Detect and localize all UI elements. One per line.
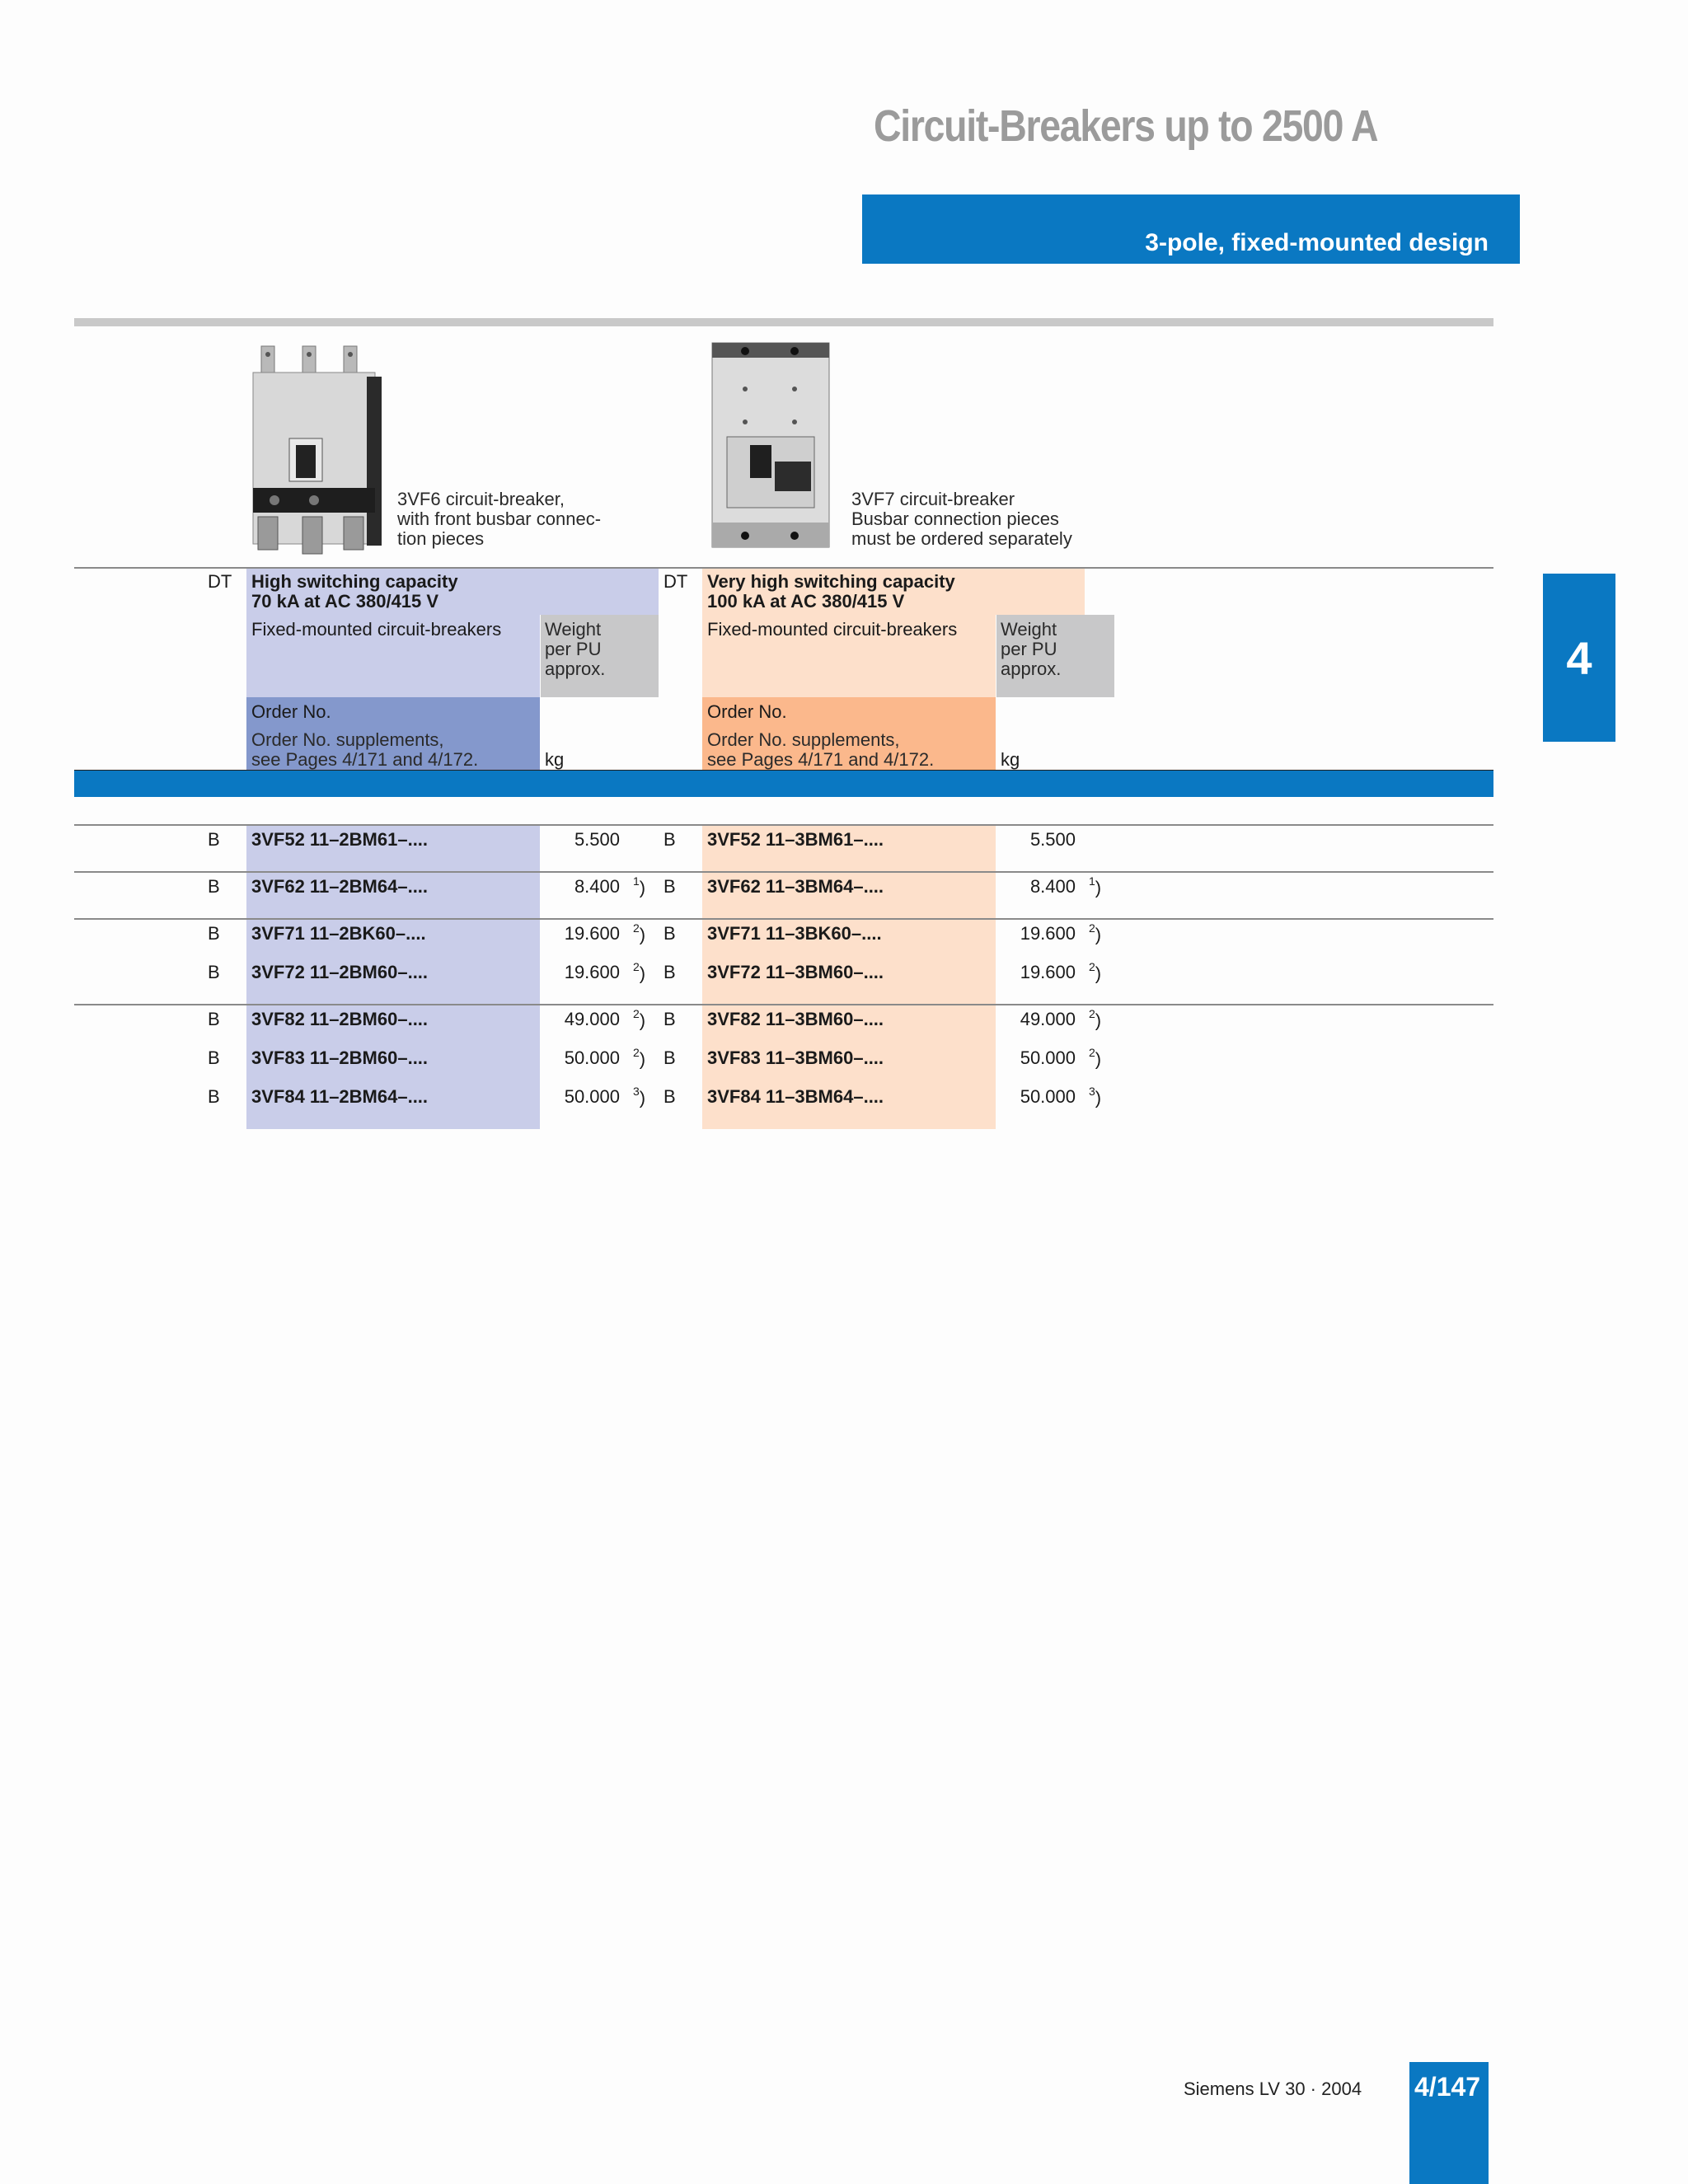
footnote-number: 2	[633, 960, 640, 973]
group-rule-1	[74, 824, 1493, 826]
page-number: 4/147	[1414, 2072, 1481, 2102]
row-footnote-right: $^2$)	[1089, 1007, 1102, 1031]
right-order-label: Order No.	[707, 701, 787, 722]
top-rule	[74, 318, 1493, 326]
row-order-left: 3VF71 11–2BK60–....	[251, 923, 426, 944]
row-weight-left: 49.000	[564, 1009, 620, 1029]
row-weight-left: 19.600	[564, 962, 620, 982]
right-heading-line2: 100 kA at AC 380/415 V	[707, 591, 905, 612]
row-weight-right: 19.600	[1020, 962, 1076, 982]
row-weight-left: 50.000	[564, 1047, 620, 1068]
row-order-right: 3VF82 11–3BM60–....	[707, 1009, 884, 1029]
row-dt-right: B	[663, 876, 676, 897]
footnote-number: 2	[1089, 1046, 1095, 1059]
row-order-right: 3VF71 11–3BK60–....	[707, 923, 882, 944]
row-order-left: 3VF82 11–2BM60–....	[251, 1009, 429, 1029]
row-order-right: 3VF62 11–3BM64–....	[707, 876, 884, 897]
row-order-right: 3VF83 11–3BM60–....	[707, 1047, 884, 1068]
row-dt-right: B	[663, 962, 676, 982]
row-weight-left: 5.500	[574, 829, 620, 850]
row-dt-left: B	[208, 876, 220, 897]
row-order-right: 3VF84 11–3BM64–....	[707, 1086, 884, 1107]
row-footnote-right: $^1$)	[1089, 874, 1102, 898]
row-order-right: 3VF72 11–3BM60–....	[707, 962, 884, 982]
row-order-left: 3VF62 11–2BM64–....	[251, 876, 429, 897]
right-unit-label: kg	[1001, 749, 1020, 770]
group-rule-3	[74, 918, 1493, 920]
right-weight-label: Weight per PU approx.	[1001, 619, 1062, 679]
row-weight-right: 50.000	[1020, 1047, 1076, 1068]
row-footnote-left: $^2$)	[633, 1007, 646, 1031]
left-subheading: Fixed-mounted circuit-breakers	[251, 619, 502, 640]
group-rule-2	[74, 871, 1493, 873]
row-weight-left: 19.600	[564, 923, 620, 944]
row-order-left: 3VF84 11–2BM64–....	[251, 1086, 429, 1107]
row-weight-right: 50.000	[1020, 1086, 1076, 1107]
left-heading-line2: 70 kA at AC 380/415 V	[251, 591, 439, 612]
right-supplement-label: Order No. supplements, see Pages 4/171 and 4/172.	[707, 729, 935, 770]
footnote-number: 2	[1089, 921, 1095, 935]
footnote-number: 1	[1089, 874, 1095, 888]
row-footnote-right: $^2$)	[1089, 960, 1102, 984]
left-heading-line1: High switching capacity	[251, 571, 458, 592]
row-order-left: 3VF52 11–2BM61–....	[251, 829, 429, 850]
row-dt-left: B	[208, 1086, 220, 1107]
group-rule-4	[74, 1004, 1493, 1005]
row-dt-left: B	[208, 829, 220, 850]
page-subtitle: 3-pole, fixed-mounted design	[1145, 229, 1489, 256]
row-footnote-left: $^2$)	[633, 960, 646, 984]
circuit-breaker-3vf6-image	[251, 340, 383, 558]
row-dt-right: B	[663, 923, 676, 944]
row-dt-left: B	[208, 962, 220, 982]
footnote-number: 2	[1089, 1007, 1095, 1020]
row-dt-left: B	[208, 923, 220, 944]
footnote-number: 3	[1089, 1085, 1095, 1098]
catalog-reference: Siemens LV 30 · 2004	[1184, 2079, 1362, 2099]
footnote-number: 2	[633, 1046, 640, 1059]
caption-3vf6: 3VF6 circuit-breaker, with front busbar connec- tion pieces	[397, 489, 602, 549]
row-weight-right: 5.500	[1029, 829, 1076, 850]
page-title: Circuit-Breakers up to 2500 A	[874, 101, 1378, 151]
left-order-label: Order No.	[251, 701, 331, 722]
footnote-number: 2	[1089, 960, 1095, 973]
row-footnote-left: $^2$)	[633, 921, 646, 945]
right-heading-line1: Very high switching capacity	[707, 571, 955, 592]
right-subheading: Fixed-mounted circuit-breakers	[707, 619, 958, 640]
section-band	[74, 771, 1493, 797]
row-dt-right: B	[663, 1086, 676, 1107]
row-dt-left: B	[208, 1047, 220, 1068]
footnote-number: 2	[633, 1007, 640, 1020]
footnote-number: 1	[633, 874, 640, 888]
row-weight-left: 50.000	[564, 1086, 620, 1107]
dt-label-left: DT	[208, 571, 232, 592]
left-supplement-label: Order No. supplements, see Pages 4/171 and 4/172.	[251, 729, 479, 770]
row-dt-right: B	[663, 829, 676, 850]
footnote-number: 3	[633, 1085, 640, 1098]
row-footnote-right: $^3$)	[1089, 1085, 1102, 1108]
row-weight-left: 8.400	[574, 876, 620, 897]
row-footnote-right: $^2$)	[1089, 1046, 1102, 1070]
chapter-tab[interactable]: 4	[1543, 574, 1615, 742]
circuit-breaker-3vf7-image	[709, 340, 832, 550]
row-order-right: 3VF52 11–3BM61–....	[707, 829, 884, 850]
row-dt-right: B	[663, 1009, 676, 1029]
left-weight-label: Weight per PU approx.	[545, 619, 606, 679]
caption-3vf7: 3VF7 circuit-breaker Busbar connection pieces must be ordered separately	[851, 489, 1072, 549]
row-footnote-left: $^1$)	[633, 874, 646, 898]
row-footnote-right: $^2$)	[1089, 921, 1102, 945]
footnote-number: 2	[633, 921, 640, 935]
row-weight-right: 8.400	[1029, 876, 1076, 897]
row-dt-left: B	[208, 1009, 220, 1029]
left-unit-label: kg	[545, 749, 565, 770]
row-order-left: 3VF83 11–2BM60–....	[251, 1047, 429, 1068]
subtitle-bar	[862, 194, 1520, 264]
page-number-badge	[1409, 2062, 1489, 2184]
row-footnote-left: $^3$)	[633, 1085, 646, 1108]
row-order-left: 3VF72 11–2BM60–....	[251, 962, 429, 982]
row-footnote-left: $^2$)	[633, 1046, 646, 1070]
row-dt-right: B	[663, 1047, 676, 1068]
row-weight-right: 19.600	[1020, 923, 1076, 944]
dt-label-right: DT	[663, 571, 688, 592]
row-weight-right: 49.000	[1020, 1009, 1076, 1029]
